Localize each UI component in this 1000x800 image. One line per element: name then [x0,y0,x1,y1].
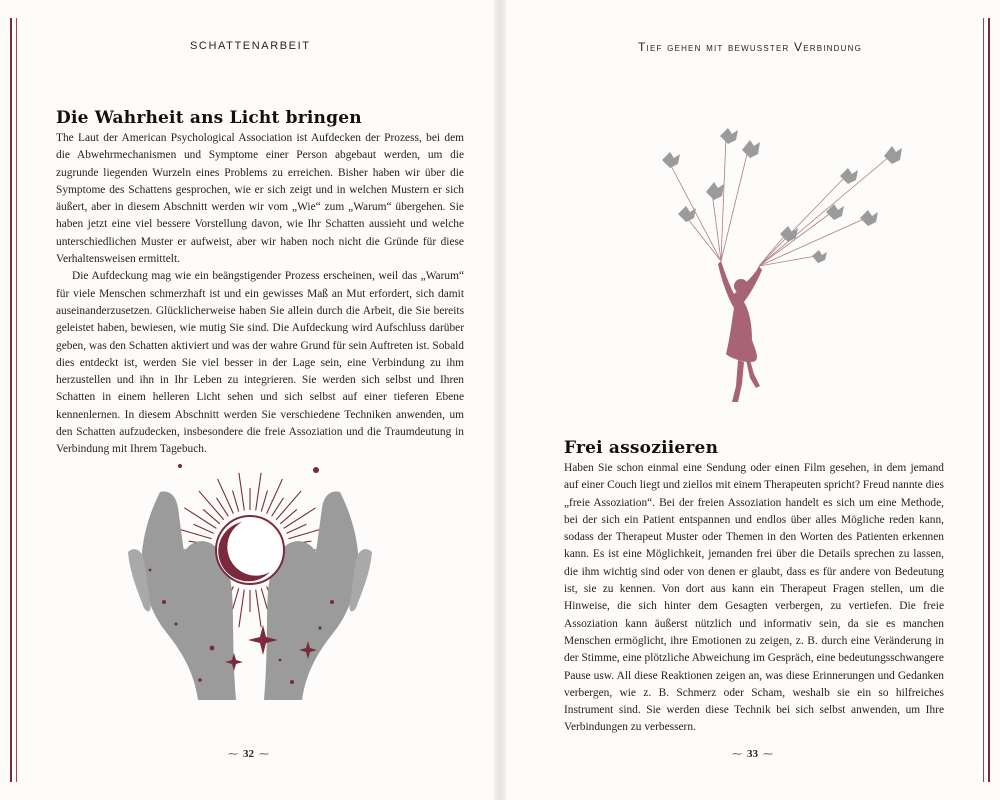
left-edge-rule-inner [16,18,17,782]
right-edge-rule [988,18,990,782]
page-gutter [494,0,506,800]
paragraph: Die Aufdeckung mag wie ein beängstigender Prozess erscheinen, weil das „Warum“ für viele Menschen schmerzhaft ist und ein gewisses Maß an Mut erfordert, sich damit auseinanderzusetzen. Glücklicherweise haben Sie allein durch die Arbeit, die Sie bereits geleistet haben, bewiesen, wie mutig Sie sind. Die Aufdeckung wird Aufschluss darüber geben, was den Schatten aktiviert und was der wahre Grund für sein Auftreten ist. Sobald dies entdeckt ist, werden Sie viel besser in der Lage sein, eine Verbindung zu ihm herzustellen und ihn in Ihr Leben zu integrieren. Sie werden sich selbst und Ihren Schatten in einem helleren Licht sehen und sich selbst auf einer tieferen Ebene kennenlernen. In diesem Abschnitt werden Sie verschiedene Techniken anwenden, um den Schatten aufzudecken, insbesondere die freie Assoziation und die Traumdeutung in Verbindung mit Ihrem Tagebuch. [56,270,464,456]
page-number: 32 [243,748,254,760]
sun-ray [233,588,239,609]
sun-ray [233,491,239,512]
sun-ray [199,491,224,520]
sun-ray [276,491,301,520]
sun-ray [184,508,216,529]
page-number-left [228,748,269,760]
sun-ray [284,508,316,529]
sun-ray [218,479,234,514]
folio-ornament-icon: ⁓ [732,748,742,760]
sun-ray [239,473,244,511]
paragraph: Haben Sie schon einmal eine Sendung oder einen Film gesehen, in dem jemand auf einer Couch liegt und ziellos mit einem Therapeuten spricht? Freud nannte dies „freie Assoziation“. Bei der freien Assoziation handelt es sich um eine Methode, bei der sich ein Patient entspannen und endlos über alles Mögliche reden kann, sodass der Therapeut Muster oder Themen in den Worten des Patienten erkennen kann. Es ist eine Möglichkeit, jemanden frei über die Details sprechen zu lassen, die ihm wichtig sind oder von denen er glaubt, dass es für andere von Bedeutung ist, sie zu kennen. Von dort aus kann ein Therapeut Fragen stellen, um die Hinweise, die sich hinter dem Gesagten verbergen, zu vertiefen. Die freie Assoziation kann äußerst nützlich und informativ sein, da sie es manchen Menschen ermöglicht, ihre Emotionen zu zeigen, z. B. durch eine Veränderung in der Stimme, eine plötzliche Abweichung im Gespräch, eine bedeutungsschwangere Pause usw. All diese Reaktionen zeigen an, was diese Erinnerungen und Gedanken verbergen, wie z. B. Schmerz oder Scham, weshalb sie ein so hilfreiches Instrument sind. Sie werden diese Technik bei sich selbst anwenden, um Ihre Verbindungen zu verbessern. [564,462,944,734]
left-edge-rule [10,18,12,782]
right-edge-rule-inner [983,18,984,782]
body-text-left [56,130,464,459]
girl-with-birds-icon [646,116,906,406]
sun-ray [261,588,267,609]
sun-ray [267,479,283,514]
section-heading-truth: Die Wahrheit ans Licht bringen [56,108,362,128]
paragraph: The Laut der American Psychological Association ist Aufdecken der Prozess, bei dem die Abwehrmechanismen und Symptome einer Person abgebaut werden, um die zugrunde liegenden Wurzeln eines Problems zu erreichen. Bisher haben wir über die Symptome des Schattens gesprochen, wie er sich zeigt und in welchen Mustern er sich äußert, aber in diesem Abschnitt werden wir vom „Wie“ zum „Warum“ übergehen. Sie haben jetzt eine viel bessere Vorstellung davon, wie Ihr Schatten aussieht und welche unterschiedlichen Muster er aufweist, aber wir haben noch nicht die Gründe für diese Verhaltensweisen ermittelt. [56,132,464,266]
running-head-right: Tief gehen mit bewusster Verbindung [638,40,863,54]
page-number-right [732,748,773,760]
hands-moon-icon [120,452,380,702]
sun-ray [194,524,214,533]
section-heading-free-association: Frei assoziieren [564,438,719,458]
running-head-left: SCHATTENARBEIT [190,40,311,52]
left-page [24,0,494,800]
sun-ray [256,590,261,628]
page-number: 33 [747,748,758,760]
folio-ornament-icon: ⁓ [259,748,269,760]
sun-ray [261,491,267,512]
sun-ray [256,473,261,511]
sun-ray [239,590,244,628]
folio-ornament-icon: ⁓ [763,748,773,760]
sun-ray [286,524,306,533]
folio-ornament-icon: ⁓ [228,748,238,760]
right-page [506,0,976,800]
body-text-right [564,460,944,737]
